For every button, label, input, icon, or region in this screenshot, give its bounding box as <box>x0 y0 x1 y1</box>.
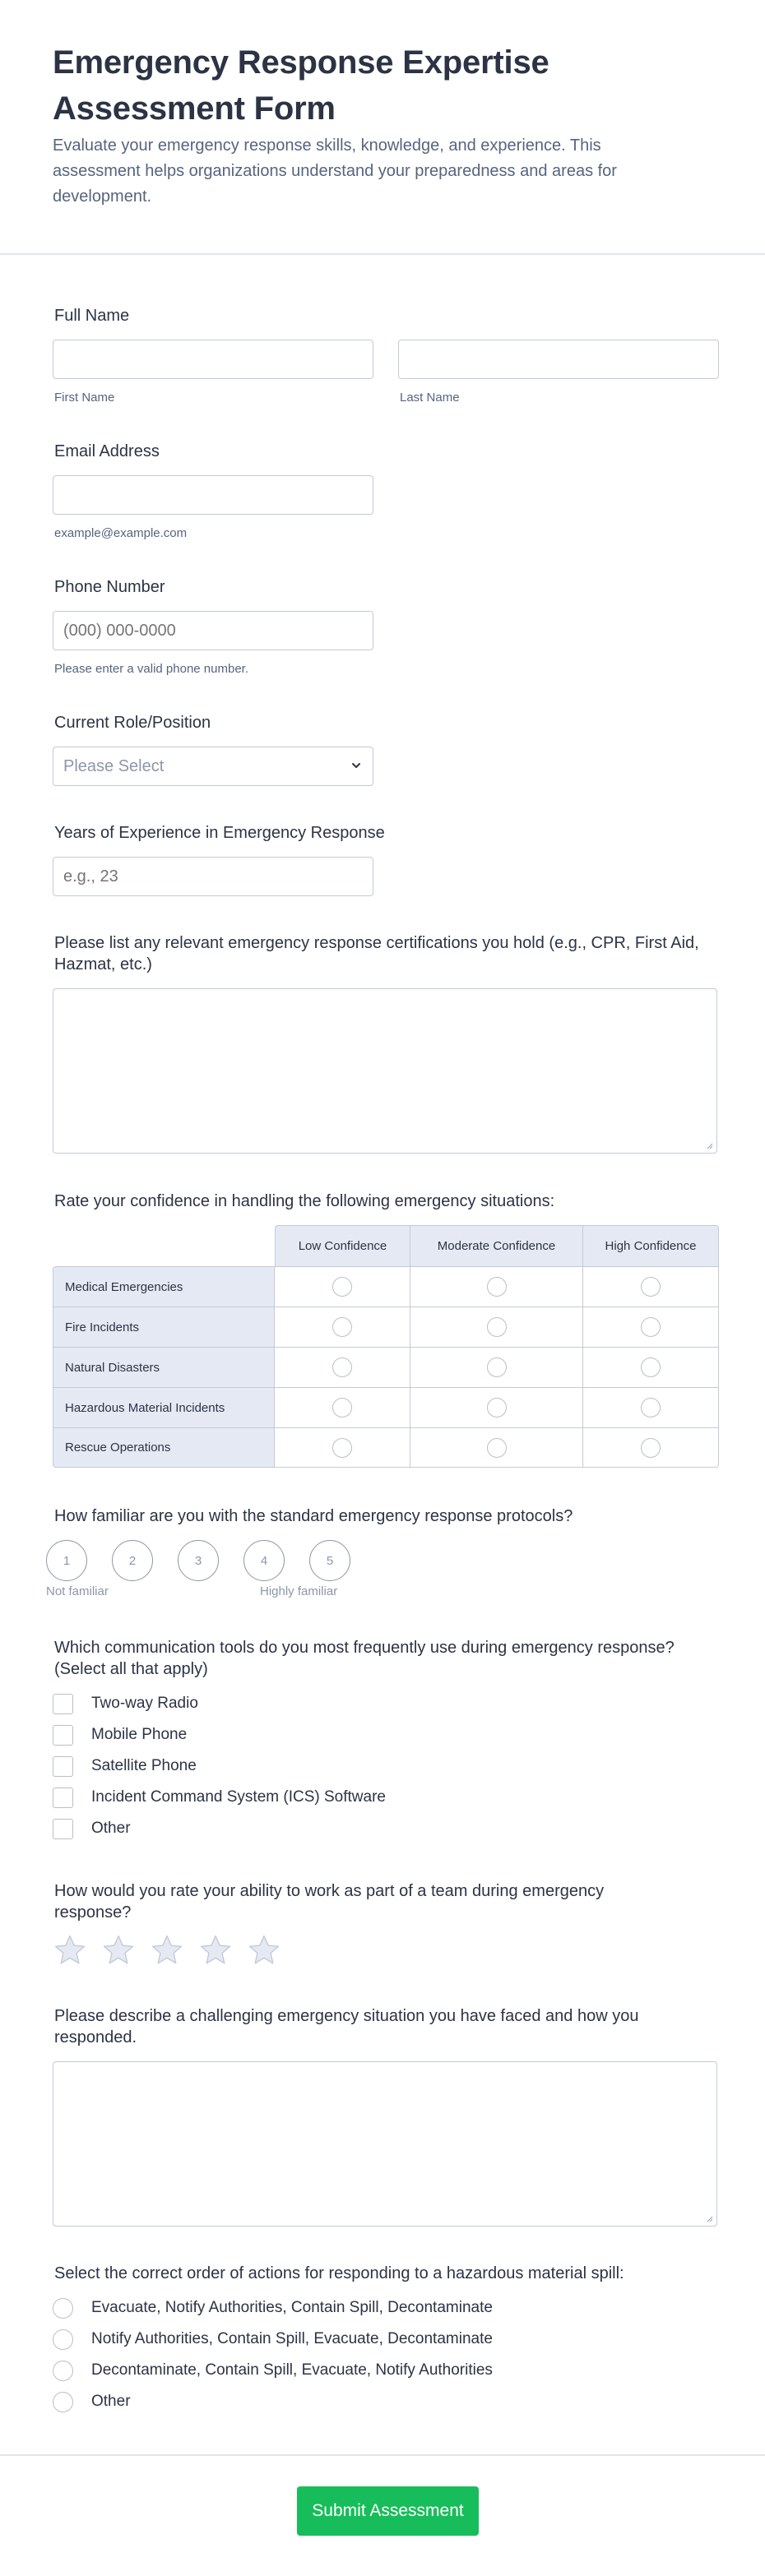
familiarity-field <box>46 1505 712 1601</box>
checkbox-option[interactable] <box>53 1688 712 1719</box>
scale-option-4[interactable]: 4 <box>243 1540 285 1581</box>
checkbox[interactable] <box>53 1725 73 1746</box>
matrix-column-header: Moderate Confidence <box>410 1225 583 1266</box>
checkbox-label: Mobile Phone <box>91 1726 188 1743</box>
radio-list <box>53 2292 712 2417</box>
radio-option[interactable] <box>53 2386 712 2417</box>
hazmat-order-field <box>53 2263 712 2417</box>
challenging-situation-field <box>53 2005 712 2227</box>
checkbox-option[interactable] <box>53 1813 712 1844</box>
form-body <box>0 305 765 2417</box>
confidence-matrix-field <box>53 1191 712 1468</box>
matrix-radio[interactable] <box>641 1317 661 1337</box>
teamwork-rating-field <box>53 1880 712 1968</box>
matrix-row <box>53 1266 719 1306</box>
certifications-textarea[interactable] <box>53 988 717 1154</box>
resize-handle-icon[interactable] <box>705 2214 713 2222</box>
checkbox-option[interactable] <box>53 1750 712 1782</box>
matrix-radio[interactable] <box>332 1438 352 1458</box>
matrix-radio[interactable] <box>487 1357 507 1377</box>
checkbox-list <box>53 1688 712 1844</box>
checkbox[interactable] <box>53 1787 73 1808</box>
submit-button[interactable]: Submit Assessment <box>297 2486 479 2536</box>
last-name-sublabel: Last Name <box>400 391 460 405</box>
matrix-radio[interactable] <box>332 1277 352 1297</box>
checkbox-label: Satellite Phone <box>91 1757 197 1774</box>
chevron-down-icon <box>351 761 361 770</box>
role-select[interactable] <box>53 747 373 786</box>
checkbox[interactable] <box>53 1819 73 1839</box>
matrix-radio[interactable] <box>332 1317 352 1337</box>
radio-button[interactable] <box>53 2361 73 2381</box>
radio-label: Other <box>91 2393 131 2410</box>
star-icon[interactable] <box>247 1933 281 1968</box>
matrix-radio[interactable] <box>332 1357 352 1377</box>
familiarity-scale <box>46 1540 712 1581</box>
matrix-radio[interactable] <box>641 1277 661 1297</box>
phone-field <box>53 576 712 676</box>
matrix-row-label: Hazardous Material Incidents <box>53 1387 275 1427</box>
email-sublabel: example@example.com <box>54 526 188 540</box>
challenging-situation-textarea[interactable] <box>53 2061 717 2227</box>
full-name-field <box>53 305 712 405</box>
radio-button[interactable] <box>53 2298 73 2319</box>
radio-label: Notify Authorities, Contain Spill, Evacuate, Decontaminate <box>91 2330 493 2347</box>
email-label: Email Address <box>54 442 160 460</box>
communication-tools-label: Which communication tools do you most frequently use during emergency response? (Select all that apply) <box>54 1639 675 1678</box>
star-icon[interactable] <box>53 1933 87 1968</box>
radio-option[interactable] <box>53 2324 712 2355</box>
matrix-radio[interactable] <box>641 1357 661 1377</box>
radio-option[interactable] <box>53 2355 712 2386</box>
matrix-row-label: Natural Disasters <box>53 1347 275 1387</box>
certifications-label: Please list any relevant emergency response certifications you hold (e.g., CPR, First Aid, Hazmat, etc.) <box>54 934 699 974</box>
hazmat-order-label: Select the correct order of actions for responding to a hazardous material spill: <box>54 2264 624 2282</box>
phone-sublabel: Please enter a valid phone number. <box>54 662 248 676</box>
scale-option-5[interactable]: 5 <box>309 1540 350 1581</box>
matrix-radio[interactable] <box>641 1398 661 1417</box>
confidence-matrix <box>53 1225 719 1468</box>
matrix-radio[interactable] <box>641 1438 661 1458</box>
scale-min-label: Not familiar <box>46 1584 109 1598</box>
matrix-row <box>53 1306 719 1347</box>
role-field <box>53 712 712 786</box>
matrix-row-label: Rescue Operations <box>53 1427 275 1468</box>
experience-input[interactable] <box>53 857 373 896</box>
matrix-column-header: Low Confidence <box>275 1225 410 1266</box>
star-rating <box>53 1933 712 1968</box>
matrix-row-label: Fire Incidents <box>53 1306 275 1347</box>
checkbox-option[interactable] <box>53 1782 712 1813</box>
radio-button[interactable] <box>53 2329 73 2350</box>
radio-option[interactable] <box>53 2292 712 2324</box>
last-name-input[interactable] <box>398 340 719 379</box>
challenging-situation-label: Please describe a challenging emergency situation you have faced and how you responded. <box>54 2007 639 2046</box>
matrix-radio[interactable] <box>487 1277 507 1297</box>
matrix-radio[interactable] <box>332 1398 352 1417</box>
matrix-radio[interactable] <box>487 1438 507 1458</box>
role-label: Current Role/Position <box>54 714 211 732</box>
scale-max-label: Highly familiar <box>260 1584 338 1598</box>
radio-button[interactable] <box>53 2392 73 2412</box>
familiarity-label: How familiar are you with the standard emergency response protocols? <box>54 1507 573 1525</box>
teamwork-rating-label: How would you rate your ability to work as part of a team during emergency response? <box>54 1882 605 1922</box>
matrix-row <box>53 1427 719 1468</box>
communication-tools-field <box>53 1637 712 1844</box>
email-input[interactable] <box>53 475 373 515</box>
star-icon[interactable] <box>198 1933 233 1968</box>
first-name-sublabel: First Name <box>54 391 115 405</box>
experience-field <box>53 822 712 896</box>
matrix-row <box>53 1387 719 1427</box>
form-header <box>0 0 765 255</box>
certifications-field <box>53 932 712 1154</box>
form-description: Evaluate your emergency response skills, knowledge, and experience. This assessment helps organizations understand your preparedness and areas for development. <box>53 136 617 206</box>
checkbox-label: Other <box>91 1820 131 1837</box>
matrix-row-label: Medical Emergencies <box>53 1266 275 1306</box>
resize-handle-icon[interactable] <box>705 1141 713 1149</box>
phone-input[interactable] <box>53 611 373 650</box>
checkbox[interactable] <box>53 1756 73 1777</box>
matrix-row <box>53 1347 719 1387</box>
radio-label: Decontaminate, Contain Spill, Evacuate, Notify Authorities <box>91 2361 493 2379</box>
star-icon[interactable] <box>101 1933 136 1968</box>
scale-option-1[interactable]: 1 <box>46 1540 87 1581</box>
checkbox-label: Incident Command System (ICS) Software <box>91 1788 386 1806</box>
checkbox-label: Two-way Radio <box>91 1695 198 1712</box>
confidence-matrix-label: Rate your confidence in handling the following emergency situations: <box>54 1192 555 1210</box>
scale-option-3[interactable]: 3 <box>178 1540 219 1581</box>
checkbox-option[interactable] <box>53 1719 712 1750</box>
form-footer <box>0 2454 765 2576</box>
experience-label: Years of Experience in Emergency Response <box>54 824 385 842</box>
first-name-input[interactable] <box>53 340 373 379</box>
phone-label: Phone Number <box>54 578 165 596</box>
role-select-value: Please Select <box>63 757 165 775</box>
matrix-column-header: High Confidence <box>583 1225 719 1266</box>
matrix-radio[interactable] <box>487 1398 507 1417</box>
scale-option-2[interactable]: 2 <box>112 1540 153 1581</box>
radio-label: Evacuate, Notify Authorities, Contain Spill, Decontaminate <box>91 2299 493 2316</box>
page-title: Emergency Response Expertise Assessment Form <box>53 44 549 127</box>
checkbox[interactable] <box>53 1694 73 1714</box>
full-name-label: Full Name <box>54 307 130 325</box>
matrix-corner <box>53 1225 275 1266</box>
star-icon[interactable] <box>150 1933 184 1968</box>
matrix-radio[interactable] <box>487 1317 507 1337</box>
email-field <box>53 441 712 540</box>
